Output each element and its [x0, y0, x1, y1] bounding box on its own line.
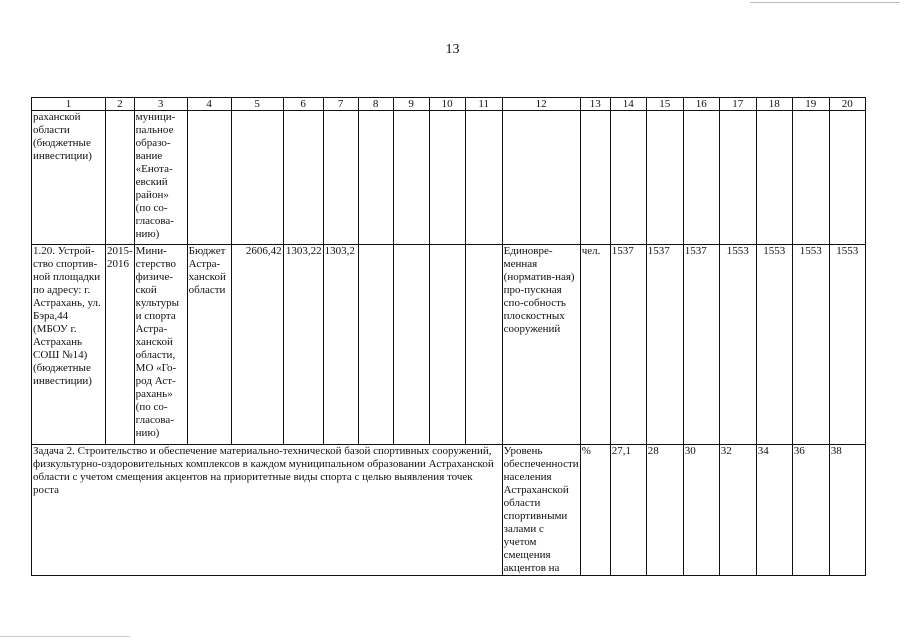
cell-empty: [393, 111, 429, 245]
cell-empty: [502, 111, 580, 245]
cell-empty: [323, 111, 358, 245]
column-header: 20: [829, 98, 865, 111]
cell-indicator-value: 1553: [829, 245, 865, 445]
column-header: 12: [502, 98, 580, 111]
cell-empty: [393, 245, 429, 445]
cell-empty: [187, 111, 231, 245]
cell-empty: [358, 245, 393, 445]
table-row-continuation: [32, 111, 866, 245]
cell-empty: [358, 111, 393, 245]
cell-indicator-value: 28: [646, 445, 683, 576]
column-header: 17: [719, 98, 756, 111]
column-header: 15: [646, 98, 683, 111]
cell-value-2015: 1303,22: [283, 245, 323, 445]
cell-indicator-value: 34: [756, 445, 792, 576]
cell-value-2016: 1303,2: [323, 245, 358, 445]
cell-indicator-value: 1553: [719, 245, 756, 445]
column-header: 5: [231, 98, 283, 111]
cell-unit: %: [580, 445, 610, 576]
cell-event-name: 1.20. Устрой-ство спортив-ной площадки по адресу: г. Астрахань, ул. Бэра,44 (МБОУ г. Астрахань СОШ №14) (бюджетные инвестиции): [32, 245, 106, 445]
column-header: 1: [32, 98, 106, 111]
program-table: [31, 97, 866, 576]
cell-empty: [756, 111, 792, 245]
cell-indicator-value: 1553: [756, 245, 792, 445]
cell-empty: [646, 111, 683, 245]
cell-indicator-value: 27,1: [610, 445, 646, 576]
column-header: 14: [610, 98, 646, 111]
cell-empty: [231, 111, 283, 245]
column-number-row: [32, 98, 866, 111]
column-header: 16: [683, 98, 719, 111]
cell-empty: [610, 111, 646, 245]
cell-indicator-value: 1553: [792, 245, 829, 445]
cell-empty: [465, 111, 502, 245]
cell-empty: [719, 111, 756, 245]
cell-executor: муници-пальное образо-вание «Енота-евский район» (по со-гласова-нию): [134, 111, 187, 245]
column-header: 10: [429, 98, 465, 111]
column-header: 8: [358, 98, 393, 111]
cell-total: 2606,42: [231, 245, 283, 445]
cell-empty: [792, 111, 829, 245]
cell-empty: [429, 111, 465, 245]
cell-empty: [465, 245, 502, 445]
cell-empty: [283, 111, 323, 245]
page-number: 13: [445, 42, 460, 57]
cell-executor: Мини-стерство физиче-ской культуры и спорта Астра-ханской области, МО «Го-род Аст-рахань» (по со-гласова-нию): [134, 245, 187, 445]
table-row-1-20: [32, 245, 866, 445]
cell-indicator-value: 1537: [646, 245, 683, 445]
cell-empty: [106, 111, 135, 245]
scan-artifact: [750, 2, 900, 3]
scan-artifact: [0, 636, 130, 637]
cell-indicator-value: 30: [683, 445, 719, 576]
column-header: 13: [580, 98, 610, 111]
column-header: 9: [393, 98, 429, 111]
column-header: 3: [134, 98, 187, 111]
cell-empty: [580, 111, 610, 245]
column-header: 2: [106, 98, 135, 111]
cell-event-name: раханской области (бюджетные инвестиции): [32, 111, 106, 245]
cell-indicator-value: 38: [829, 445, 865, 576]
cell-funding-source: Бюджет Астра-ханской области: [187, 245, 231, 445]
cell-years: 2015-2016: [106, 245, 135, 445]
cell-indicator: Уровень обеспеченности населения Астраханской области спортивными залами с учетом смещения акцентов на: [503, 445, 579, 574]
cell-empty: [429, 245, 465, 445]
column-header: 4: [187, 98, 231, 111]
column-header: 18: [756, 98, 792, 111]
cell-indicator-value: 32: [719, 445, 756, 576]
cell-empty: [829, 111, 865, 245]
column-header: 7: [323, 98, 358, 111]
cell-empty: [683, 111, 719, 245]
cell-indicator: Единовре-менная (норматив-ная) про-пускная спо-собность плоскостных сооружений: [502, 245, 580, 445]
column-header: 19: [792, 98, 829, 111]
column-header: 11: [465, 98, 502, 111]
cell-indicator-value: 1537: [610, 245, 646, 445]
cell-unit: чел.: [580, 245, 610, 445]
table-row-task-2: [32, 445, 866, 576]
cell-indicator-value: 36: [792, 445, 829, 576]
column-header: 6: [283, 98, 323, 111]
cell-indicator-value: 1537: [683, 245, 719, 445]
cell-task-description: Задача 2. Строительство и обеспечение материально-технической базой спортивных сооружений, физкультурно-оздоровительных комплексов в каждом муниципальном образовании Астраханской области с учетом смещения акцентов на приоритетные виды спорта с целью выявления точек роста: [32, 445, 503, 576]
